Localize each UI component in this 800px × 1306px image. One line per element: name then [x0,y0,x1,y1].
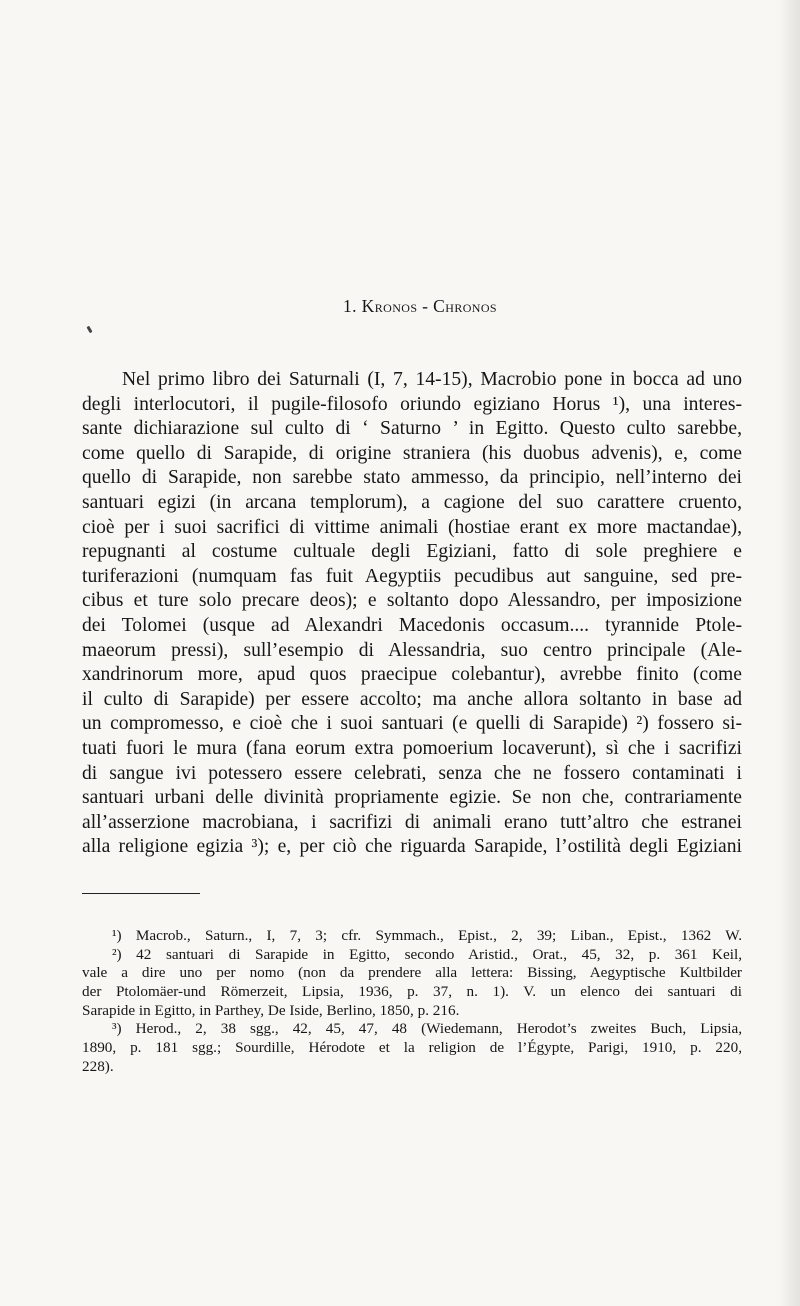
body-line: santuari urbani delle divinità propriamente egizie. Se non che, contrariamente [82,787,742,809]
footnote-line: 228). [82,1057,114,1075]
page-edge-shadow [778,0,800,1306]
body-line: Nel primo libro dei Saturnali (I, 7, 14-15), Macrobio pone in bocca ad uno [122,369,742,390]
main-text-block [82,368,742,860]
body-line: dei Tolomei (usque ad Alexandri Macedonis occasum.... tyrannide Ptole- [82,614,742,636]
body-line: quello di Sarapide, non sarebbe stato ammesso, da principio, nell’interno dei [82,467,742,489]
body-line: tuati fuori le mura (fana eorum extra pomoerium locaverunt), sì che i sacrifizi [82,737,742,759]
footnote-separator [82,893,200,894]
body-line: cioè per i suoi sacrifici di vittime animali (hostiae erant ex more mactandae), [82,516,742,538]
footnote-line: der Ptolomäer-und Römerzeit, Lipsia, 1936, p. 37, n. 1). V. un elenco dei santuari di [82,983,742,1001]
footnotes-block [82,927,742,1077]
footnote-line: ¹) Macrob., Saturn., I, 7, 3; cfr. Symmach., Epist., 2, 39; Liban., Epist., 1362 W. [112,927,742,944]
section-heading: 1. Kronos - Chronos [342,296,497,316]
body-line: cibus et ture solo precare deos); e soltanto dopo Alessandro, per imposizione [82,590,742,612]
footnote-line: ²) 42 santuari di Sarapide in Egitto, secondo Aristid., Orat., 45, 32, p. 361 Keil, [112,945,742,963]
footnote-line: 1890, p. 181 sgg.; Sourdille, Hérodote et la religion de l’Égypte, Parigi, 1910, p. 220, [82,1039,742,1057]
body-line: alla religione egizia ³); e, per ciò che riguarda Sarapide, l’ostilità degli Egiziani [82,836,742,858]
footnote-line: vale a dire uno per nomo (non da prendere alla lettera: Bissing, Aegyptische Kultbilder [82,964,742,982]
body-line: degli interlocutori, il pugile-filosofo oriundo egiziano Horus ¹), una interes- [82,393,742,415]
body-line: xandrinorum more, apud quos praecipue colebantur), avrebbe finito (come [82,664,742,686]
body-line: all’asserzione macrobiana, i sacrifizi di animali erano tutt’altro che estranei [82,811,742,833]
body-line: di sangue ivi potessero essere celebrati, senza che ne fossero contaminati i [82,762,742,784]
footnote-line: Sarapide in Egitto, in Parthey, De Iside, Berlino, 1850, p. 216. [82,1001,460,1019]
body-line: sante dichiarazione sul culto di ‘ Saturno ’ in Egitto. Questo culto sarebbe, [82,418,742,440]
body-line: maeorum pressi), sull’esempio di Alessandria, suo centro principale (Ale- [82,639,742,661]
stray-ink-mark [86,326,92,334]
body-line: repugnanti al costume cultuale degli Egiziani, fatto di sole preghiere e [82,541,742,563]
footnote-line: ³) Herod., 2, 38 sgg., 42, 45, 47, 48 (Wiedemann, Herodot’s zweites Buch, Lipsia, [112,1020,742,1038]
body-line: il culto di Sarapide) per essere accolto; ma anche allora soltanto in base ad [82,688,742,710]
body-line: santuari egizi (in arcana templorum), a cagione del suo carattere cruento, [82,491,742,513]
body-line: un compromesso, e cioè che i suoi santuari (e quelli di Sarapide) ²) fossero si- [82,713,742,735]
body-line: come quello di Sarapide, di origine straniera (his duobus advenis), e, come [82,442,742,464]
body-line: turiferazioni (numquam fas fuit Aegyptiis pecudibus aut sanguine, sed pre- [82,565,742,587]
